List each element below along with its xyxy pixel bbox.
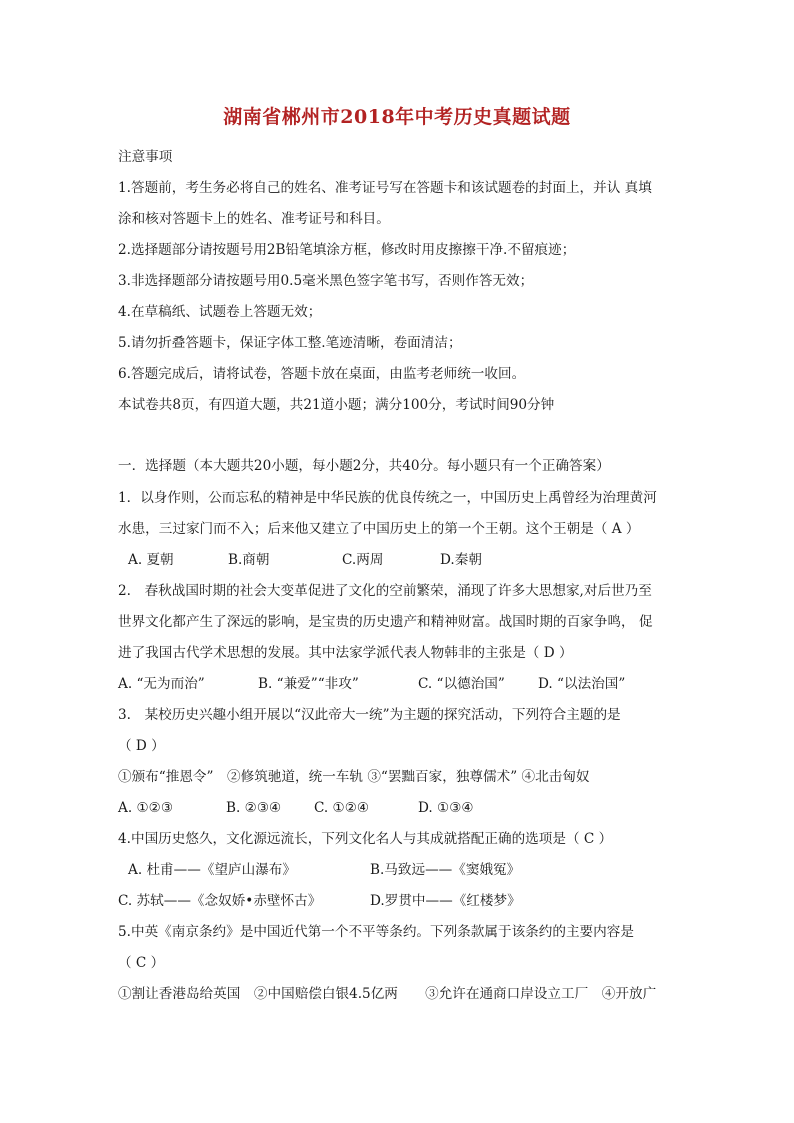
option-c: C. ①②④	[314, 800, 370, 816]
notice-item: 4.在草稿纸、试题卷上答题无效；	[118, 304, 322, 320]
question-3-answer: （ D ）	[118, 738, 165, 754]
question-5-items: ①割让香港岛给英国 ②中国赔偿白银4.5亿两 ③允许在通商口岸设立工厂 ④开放广	[118, 986, 657, 1002]
option-c: C. 苏轼——《念奴娇•赤壁怀古》	[118, 893, 322, 909]
option-b: B.商朝	[228, 552, 270, 568]
option-a: A. ①②③	[118, 800, 174, 816]
notice-item: 涂和核对答题卡上的姓名、准考证号和科目。	[118, 211, 390, 227]
question-3-items: ①颁布“推恩令” ②修筑驰道，统一车轨 ③“罢黜百家，独尊儒术” ④北击匈奴	[118, 769, 590, 785]
question-1-text: 1．以身作则，公而忘私的精神是中华民族的优良传统之一，中国历史上禹曾经为治理黄河	[118, 490, 657, 506]
option-d: D.秦朝	[440, 552, 482, 568]
question-3-text: 3. 某校历史兴趣小组开展以“汉此帝大一统”为主题的探究活动，下列符合主题的是	[118, 707, 621, 723]
option-a: A. “无为而治”	[118, 676, 205, 692]
page-title: 湖南省郴州市2018年中考历史真题试题	[223, 106, 571, 128]
question-2-text: 2. 春秋战国时期的社会大变革促进了文化的空前繁荣，涌现了许多大思想家,对后世乃至	[118, 583, 652, 599]
notice-item: 5.请勿折叠答题卡，保证字体工整.笔迹清晰，卷面清洁；	[118, 335, 462, 351]
section-heading: 一．选择题（本大题共20小题，每小题2分，共40分。每小题只有一个正确答案）	[118, 458, 610, 474]
option-d: D. “以法治国”	[538, 676, 626, 692]
option-b: B.马致远——《窦娥冤》	[370, 862, 521, 878]
question-1-text: 水患，三过家门而不入；后来他又建立了中国历史上的第一个王朝。这个王朝是（ A ）	[118, 521, 640, 537]
question-5-text: 5.中英《南京条约》是中国近代第一个不平等条约。下列条款属于该条约的主要内容是	[118, 924, 634, 940]
option-c: C. “以德治国”	[418, 676, 505, 692]
notice-item: 2.选择题部分请按题号用2B铅笔填涂方框，修改时用皮擦擦干净.不留痕迹；	[118, 242, 576, 258]
exam-info: 本试卷共8页，有四道大题，共21道小题；满分100分，考试时间90分钟	[118, 397, 555, 413]
option-c: C.两周	[342, 552, 384, 568]
question-5-answer: （ C ）	[118, 955, 165, 971]
option-a: A. 夏朝	[128, 552, 174, 568]
question-2-text: 世界文化都产生了深远的影响，是宝贵的历史遗产和精神财富。战国时期的百家争鸣， 促	[118, 614, 653, 630]
notice-item: 1.答题前，考生务必将自己的姓名、准考证号写在答题卡和该试题卷的封面上，并认 真填	[118, 180, 652, 196]
question-4-text: 4.中国历史悠久，文化源远流长，下列文化名人与其成就搭配正确的选项是（ C ）	[118, 831, 613, 847]
notice-item: 6.答题完成后，请将试卷，答题卡放在桌面，由监考老师统一收回。	[118, 366, 526, 382]
option-a: A. 杜甫——《望庐山瀑布》	[128, 862, 296, 878]
option-b: B. ②③④	[226, 800, 282, 816]
option-d: D. ①③④	[418, 800, 474, 816]
option-b: B. “兼爱”“非攻”	[258, 676, 359, 692]
question-2-text: 进了我国古代学术思想的发展。其中法家学派代表人物韩非的主张是（ D ）	[118, 645, 573, 661]
option-d: D.罗贯中——《红楼梦》	[370, 893, 521, 909]
notice-item: 3.非选择题部分请按题号用0.5毫米黑色签字笔书写，否则作答无效；	[118, 273, 534, 289]
notice-heading: 注意事项	[118, 149, 173, 165]
